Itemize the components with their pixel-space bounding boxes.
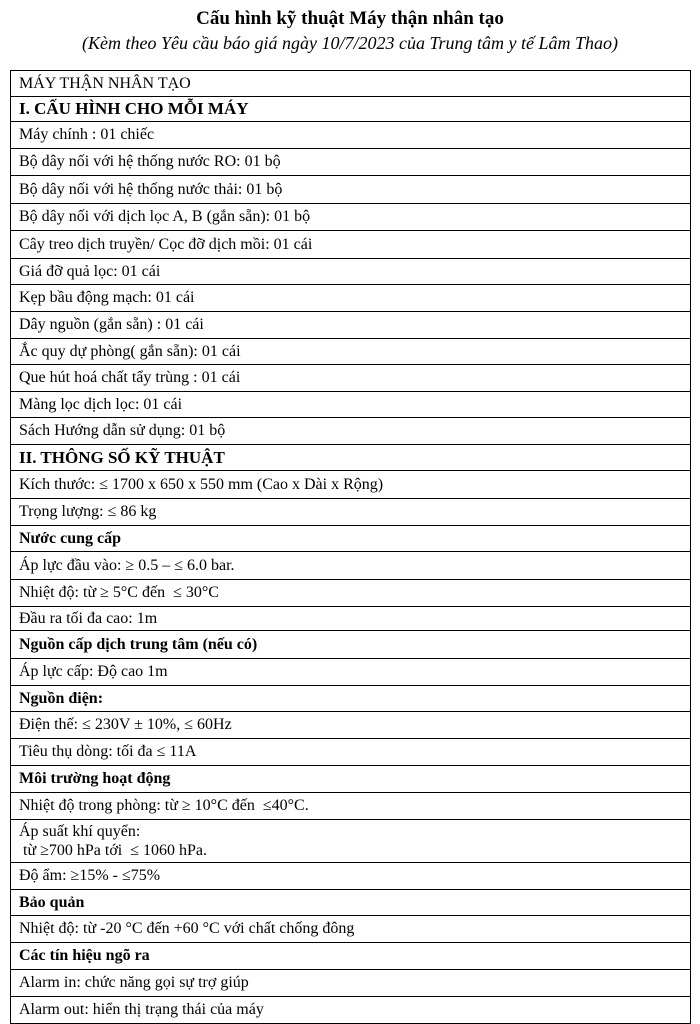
spec-row: Điện thế: ≤ 230V ± 10%, ≤ 60Hz — [10, 712, 691, 739]
spec-row: Dây nguồn (gắn sẵn) : 01 cái — [10, 312, 691, 339]
spec-row-line: từ ≥700 hPa tới ≤ 1060 hPa. — [19, 842, 208, 859]
group-heading: Nguồn cấp dịch trung tâm (nếu có) — [10, 631, 691, 659]
spec-row: Que hút hoá chất tẩy trùng : 01 cái — [10, 365, 691, 392]
spec-row: Cây treo dịch truyền/ Cọc đỡ dịch mồi: 01 cái — [10, 231, 691, 259]
spec-row: Giá đỡ quả lọc: 01 cái — [10, 259, 691, 285]
spec-table — [10, 70, 691, 1024]
group-heading: Nước cung cấp — [10, 526, 691, 552]
spec-row: Bộ dây nối với dịch lọc A, B (gắn sẵn): 01 bộ — [10, 204, 691, 231]
group-heading: Môi trường hoạt động — [10, 766, 691, 793]
group-heading: Bảo quản — [10, 890, 691, 916]
section-heading: I. CẤU HÌNH CHO MỖI MÁY — [10, 97, 691, 122]
spec-row: Ắc quy dự phòng( gắn sẵn): 01 cái — [10, 339, 691, 365]
spec-row: Bộ dây nối với hệ thống nước thải: 01 bộ — [10, 176, 691, 204]
spec-row: Sách Hướng dẫn sử dụng: 01 bộ — [10, 418, 691, 445]
spec-row: Kích thước: ≤ 1700 x 650 x 550 mm (Cao x Dài x Rộng) — [10, 471, 691, 499]
spec-row: Nhiệt độ trong phòng: từ ≥ 10°C đến ≤40°C. — [10, 793, 691, 820]
spec-row: Tiêu thụ dòng: tối đa ≤ 11A — [10, 739, 691, 766]
spec-row: Kẹp bầu động mạch: 01 cái — [10, 285, 691, 312]
document-title: Cấu hình kỹ thuật Máy thận nhân tạo — [196, 8, 504, 29]
spec-row: Bộ dây nối với hệ thống nước RO: 01 bộ — [10, 149, 691, 176]
group-heading: Các tín hiệu ngõ ra — [10, 943, 691, 970]
spec-row — [10, 820, 691, 863]
spec-row: Đầu ra tối đa cao: 1m — [10, 607, 691, 631]
spec-row-line: Áp suất khí quyển: — [19, 823, 141, 840]
spec-row: Alarm out: hiển thị trạng thái của máy — [10, 997, 691, 1024]
spec-row: Màng lọc dịch lọc: 01 cái — [10, 392, 691, 418]
spec-row: Độ ẩm: ≥15% - ≤75% — [10, 863, 691, 890]
section-heading: II. THÔNG SỐ KỸ THUẬT — [10, 445, 691, 471]
spec-row: Áp lực đầu vào: ≥ 0.5 – ≤ 6.0 bar. — [10, 552, 691, 580]
spec-row: Nhiệt độ: từ -20 °C đến +60 °C với chất chống đông — [10, 916, 691, 943]
spec-row: Nhiệt độ: từ ≥ 5°C đến ≤ 30°C — [10, 580, 691, 607]
spec-row: Máy chính : 01 chiếc — [10, 122, 691, 149]
spec-row: Trọng lượng: ≤ 86 kg — [10, 499, 691, 526]
group-heading: Nguồn điện: — [10, 686, 691, 712]
document-subtitle: (Kèm theo Yêu cầu báo giá ngày 10/7/2023 của Trung tâm y tế Lâm Thao) — [82, 33, 618, 53]
spec-row: MÁY THẬN NHÂN TẠO — [10, 71, 691, 97]
spec-row: Alarm in: chức năng gọi sự trợ giúp — [10, 970, 691, 997]
spec-row: Áp lực cấp: Độ cao 1m — [10, 659, 691, 686]
